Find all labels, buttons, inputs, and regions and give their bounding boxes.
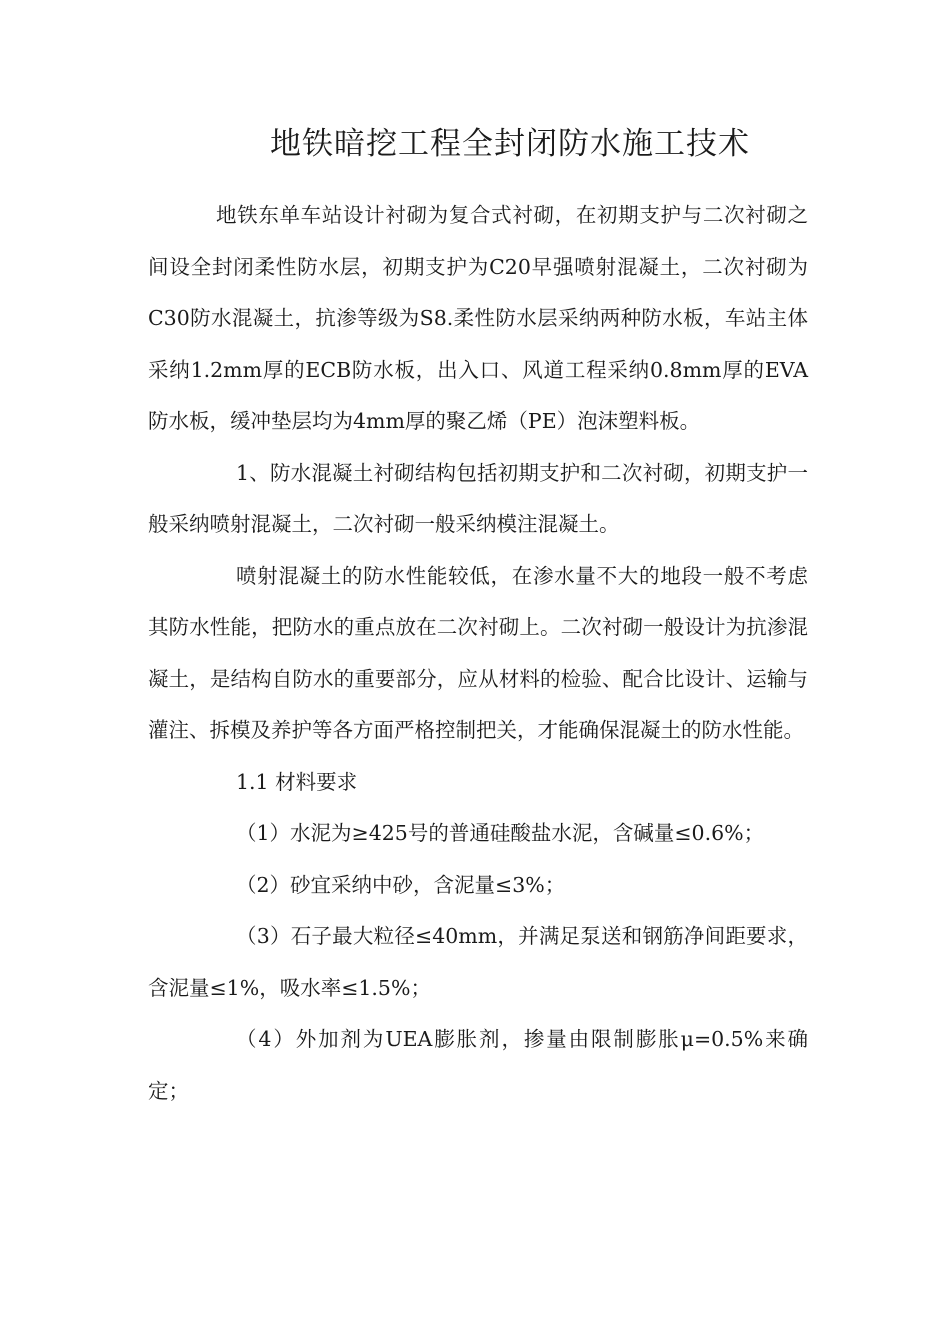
list-item-cement: （1）水泥为≥425号的普通硅酸盐水泥，含碱量≤0.6%； xyxy=(236,821,765,845)
list-item-sand: （2）砂宜采纳中砂，含泥量≤3%； xyxy=(236,872,566,897)
document-title: 地铁暗挖工程全封闭防水施工技术 xyxy=(270,126,750,162)
section-heading-materials: 1.1 材料要求 xyxy=(236,769,358,794)
document-body xyxy=(148,190,808,1117)
list-item-admixture: （4）外加剂为UEA膨胀剂，掺量由限制膨胀μ=0.5%来确定； xyxy=(148,1027,808,1103)
paragraph-intro: 地铁东单车站设计衬砌为复合式衬砌，在初期支护与二次衬砌之间设全封闭柔性防水层，初期支护为C20早强喷射混凝土，二次衬砌为C30防水混凝土，抗渗等级为S8.柔性防水层采纳两种防水板，车站主体采纳1.2mm厚的ECB防水板，出入口、风道工程采纳0.8mm厚的EVA防水板，缓冲垫层均为4mm厚的聚乙烯（PE）泡沫塑料板。 xyxy=(148,203,808,433)
paragraph-lining-structure: 1、防水混凝土衬砌结构包括初期支护和二次衬砌，初期支护一般采纳喷射混凝土，二次衬砌一般采纳模注混凝土。 xyxy=(148,460,808,536)
list-item-aggregate: （3）石子最大粒径≤40mm，并满足泵送和钢筋净间距要求，含泥量≤1%，吸水率≤1.5%； xyxy=(148,924,808,1000)
paragraph-shotcrete: 喷射混凝土的防水性能较低，在渗水量不大的地段一般不考虑其防水性能，把防水的重点放在二次衬砌上。二次衬砌一般设计为抗渗混凝土，是结构自防水的重要部分，应从材料的检验、配合比设计、运输与灌注、拆模及养护等各方面严格控制把关，才能确保混凝土的防水性能。 xyxy=(148,563,808,742)
